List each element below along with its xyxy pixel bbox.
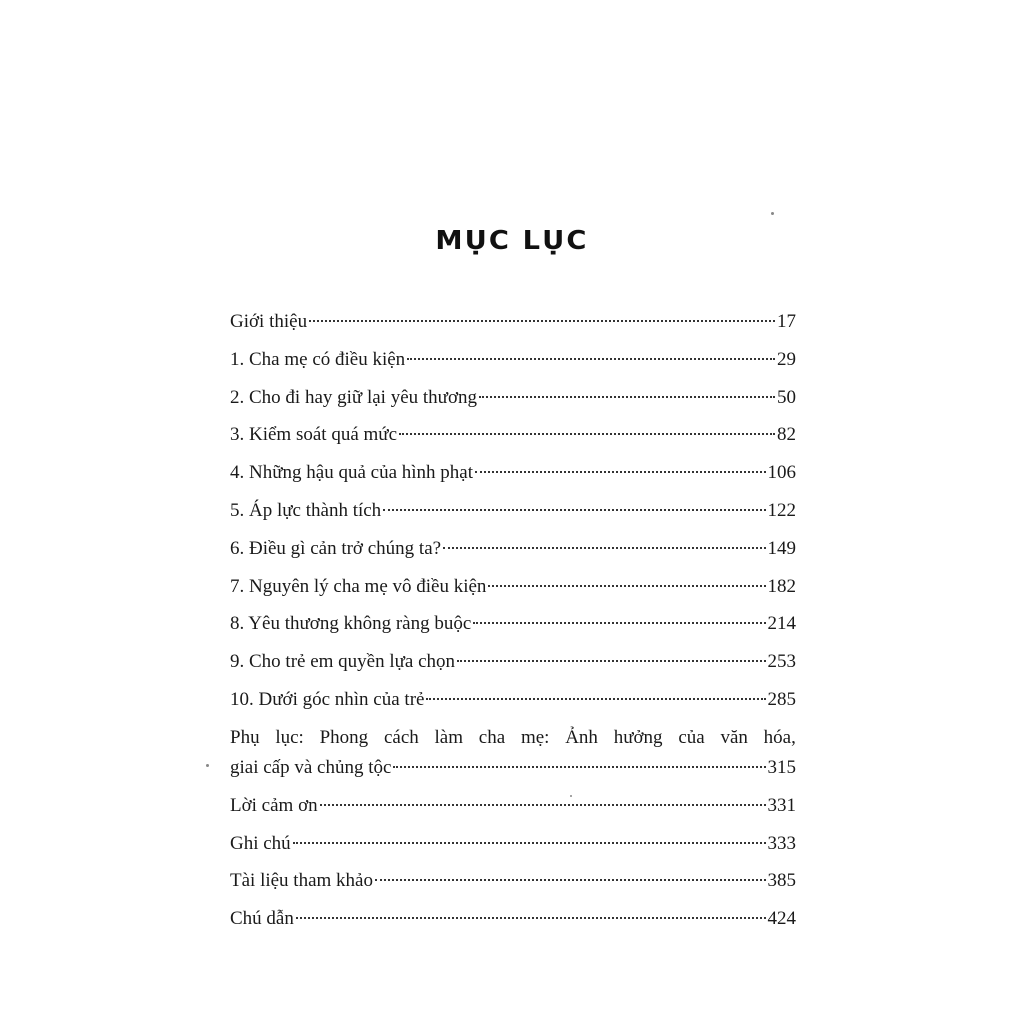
appendix-word: cha xyxy=(478,726,506,748)
dot-leader xyxy=(426,698,765,700)
dot-leader xyxy=(393,766,765,768)
toc-entry-appendix xyxy=(230,723,796,783)
toc-entry-page: 106 xyxy=(767,462,796,484)
dot-leader xyxy=(479,396,775,398)
toc-entry-page: 149 xyxy=(767,537,796,559)
toc-entry xyxy=(230,530,796,568)
dot-leader xyxy=(407,358,775,360)
dot-leader xyxy=(293,842,766,844)
toc-entry-page: 315 xyxy=(767,756,796,778)
toc-entry-label: 4. Những hậu quả của hình phạt xyxy=(230,462,473,484)
dot-leader xyxy=(488,585,765,587)
toc-entry-label: 9. Cho trẻ em quyền lựa chọn xyxy=(230,651,456,673)
toc-entry xyxy=(230,862,796,900)
toc-entry xyxy=(230,643,796,681)
toc-entry xyxy=(230,379,796,417)
toc-entry-page: 333 xyxy=(767,832,796,854)
appendix-word: của xyxy=(678,726,705,748)
toc-entry-label: Lời cảm ơn xyxy=(230,794,318,816)
appendix-word: lục: xyxy=(275,726,304,748)
appendix-word: hóa, xyxy=(763,726,796,748)
toc-entry-page: 82 xyxy=(777,424,796,446)
toc-entry-page: 182 xyxy=(767,575,796,597)
toc-entry-label: 5. Áp lực thành tích xyxy=(230,499,382,521)
toc-entry-page: 253 xyxy=(767,651,796,673)
paper-speck xyxy=(771,212,774,215)
appendix-second-line xyxy=(230,753,796,783)
page-title: MỤC LỤC xyxy=(435,226,589,256)
dot-leader xyxy=(443,547,765,549)
appendix-word: mẹ: xyxy=(520,726,550,748)
toc-entry-label: Giới thiệu xyxy=(230,311,308,332)
dot-leader xyxy=(383,509,765,511)
toc-entry xyxy=(230,416,796,454)
appendix-word: cách xyxy=(383,726,419,748)
appendix-word: làm xyxy=(434,726,464,748)
dot-leader xyxy=(320,804,766,806)
toc-entry-label: Tài liệu tham khảo xyxy=(230,870,373,892)
toc-entry xyxy=(230,568,796,606)
paper-speck xyxy=(206,764,209,767)
toc-entry-page: 285 xyxy=(767,688,796,710)
toc-entry-page: 50 xyxy=(777,386,796,408)
dot-leader xyxy=(309,320,775,322)
toc-entry-label: Ghi chú xyxy=(230,832,291,854)
toc-entry-label: 6. Điều gì cản trở chúng ta? xyxy=(230,537,442,559)
dot-leader xyxy=(473,622,765,624)
toc-entry xyxy=(230,681,796,719)
dot-leader xyxy=(375,879,766,881)
toc-entry xyxy=(230,825,796,863)
toc-entry-label: giai cấp và chủng tộc xyxy=(230,756,392,778)
appendix-word: Phụ xyxy=(230,726,260,748)
toc-entry-label: 3. Kiểm soát quá mức xyxy=(230,424,398,446)
dot-leader xyxy=(475,471,766,473)
table-of-contents xyxy=(230,303,796,938)
dot-leader xyxy=(399,433,775,435)
appendix-word: Ảnh xyxy=(565,726,598,748)
toc-entry-label: 1. Cha mẹ có điều kiện xyxy=(230,348,406,370)
toc-entry-page: 424 xyxy=(767,908,796,930)
toc-entry-label: 7. Nguyên lý cha mẹ vô điều kiện xyxy=(230,575,487,597)
toc-entry-page: 214 xyxy=(767,613,796,635)
toc-entry-label: 10. Dưới góc nhìn của trẻ xyxy=(230,688,425,710)
toc-entry xyxy=(230,900,796,938)
dot-leader xyxy=(296,917,766,919)
toc-entry-page: 122 xyxy=(767,499,796,521)
appendix-first-line xyxy=(230,723,796,753)
toc-entry-page: 17 xyxy=(777,311,796,332)
toc-entry xyxy=(230,454,796,492)
toc-entry-label: 2. Cho đi hay giữ lại yêu thương xyxy=(230,386,478,408)
toc-entry-page: 385 xyxy=(767,870,796,892)
toc-entry xyxy=(230,492,796,530)
toc-entry xyxy=(230,787,796,825)
toc-entry xyxy=(230,341,796,379)
toc-entry-page: 331 xyxy=(767,794,796,816)
appendix-word: văn xyxy=(720,726,748,748)
appendix-word: Phong xyxy=(319,726,369,748)
toc-entry-page: 29 xyxy=(777,348,796,370)
toc-entry xyxy=(230,303,796,341)
appendix-word: hưởng xyxy=(613,726,663,748)
dot-leader xyxy=(457,660,765,662)
toc-entry-label: 8. Yêu thương không ràng buộc xyxy=(230,613,472,635)
toc-entry xyxy=(230,605,796,643)
toc-entry-label: Chú dẫn xyxy=(230,908,294,930)
